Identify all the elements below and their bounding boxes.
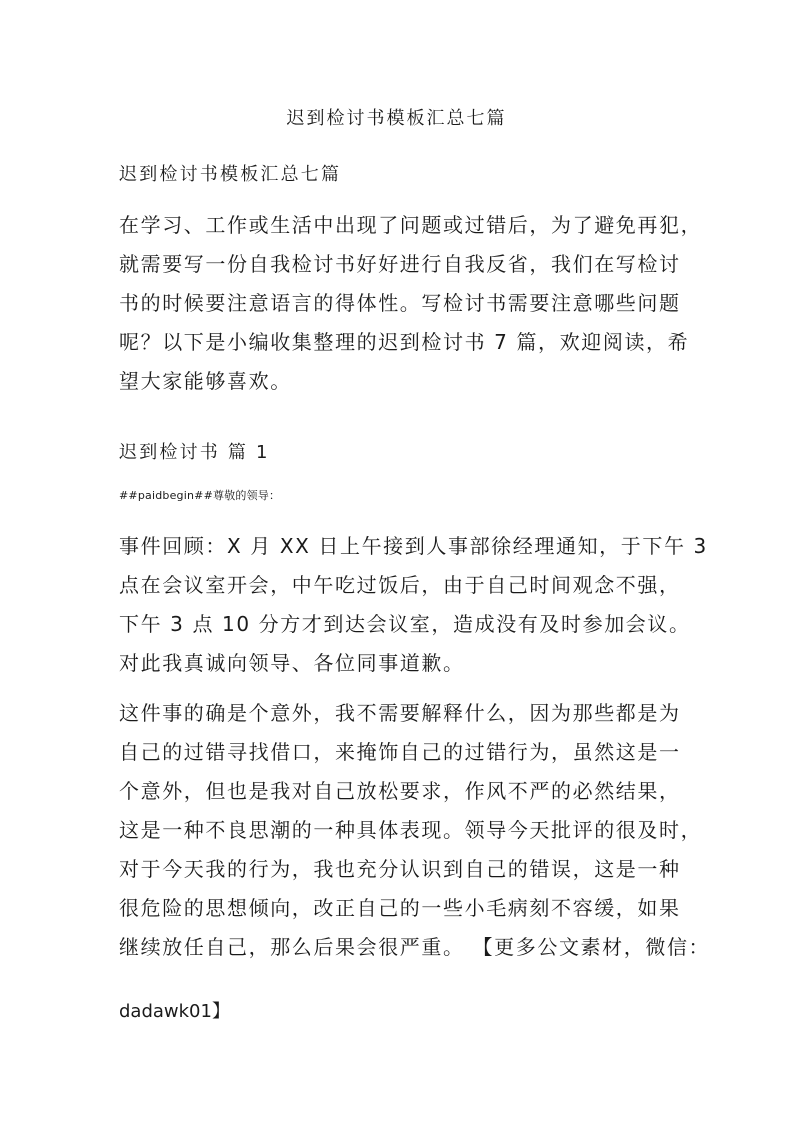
intro-line: 呢？以下是小编收集整理的迟到检讨书 7 篇，欢迎阅读，希 bbox=[119, 330, 690, 354]
body-line: 对于今天我的行为，我也充分认识到自己的错误，这是一种 bbox=[119, 857, 681, 881]
body-paragraph bbox=[119, 694, 711, 967]
event-line: 对此我真诚向领导、各位同事道歉。 bbox=[119, 651, 465, 675]
body-line: 很危险的思想倾向，改正自己的一些小毛病刻不容缓，如果 bbox=[119, 896, 681, 920]
intro-paragraph bbox=[119, 206, 703, 401]
body-line: 继续放任自己，那么后果会很严重。 【更多公文素材，微信： bbox=[119, 935, 711, 959]
event-paragraph bbox=[119, 527, 708, 683]
document-subtitle: 迟到检讨书模板汇总七篇 bbox=[119, 164, 342, 185]
body-line: 自己的过错寻找借口，来掩饰自己的过错行为，虽然这是一 bbox=[119, 740, 681, 764]
intro-line: 望大家能够喜欢。 bbox=[119, 369, 292, 393]
body-line: 个意外，但也是我对自己放松要求，作风不严的必然结果， bbox=[119, 779, 681, 803]
section-heading: 迟到检讨书 篇 1 bbox=[119, 442, 270, 463]
intro-line: 在学习、工作或生活中出现了问题或过错后，为了避免再犯， bbox=[119, 213, 703, 237]
event-line: 下午 3 点 10 分方才到达会议室，造成没有及时参加会议。 bbox=[119, 612, 691, 636]
wechat-id-line: dadawk01】 bbox=[119, 1001, 230, 1022]
intro-line: 书的时候要注意语言的得体性。写检讨书需要注意哪些问题 bbox=[119, 291, 681, 315]
event-line: 事件回顾：X 月 XX 日上午接到人事部徐经理通知，于下午 3 bbox=[119, 534, 708, 558]
salutation-line: ##paidbegin##尊敬的领导： bbox=[119, 489, 281, 502]
document-title: 迟到检讨书模板汇总七篇 bbox=[286, 108, 507, 129]
body-line: 这是一种不良思潮的一种具体表现。领导今天批评的很及时， bbox=[119, 818, 703, 842]
intro-line: 就需要写一份自我检讨书好好进行自我反省，我们在写检讨 bbox=[119, 252, 681, 276]
event-line: 点在会议室开会，中午吃过饭后，由于自己时间观念不强， bbox=[119, 573, 681, 597]
body-line: 这件事的确是个意外，我不需要解释什么，因为那些都是为 bbox=[119, 701, 681, 725]
